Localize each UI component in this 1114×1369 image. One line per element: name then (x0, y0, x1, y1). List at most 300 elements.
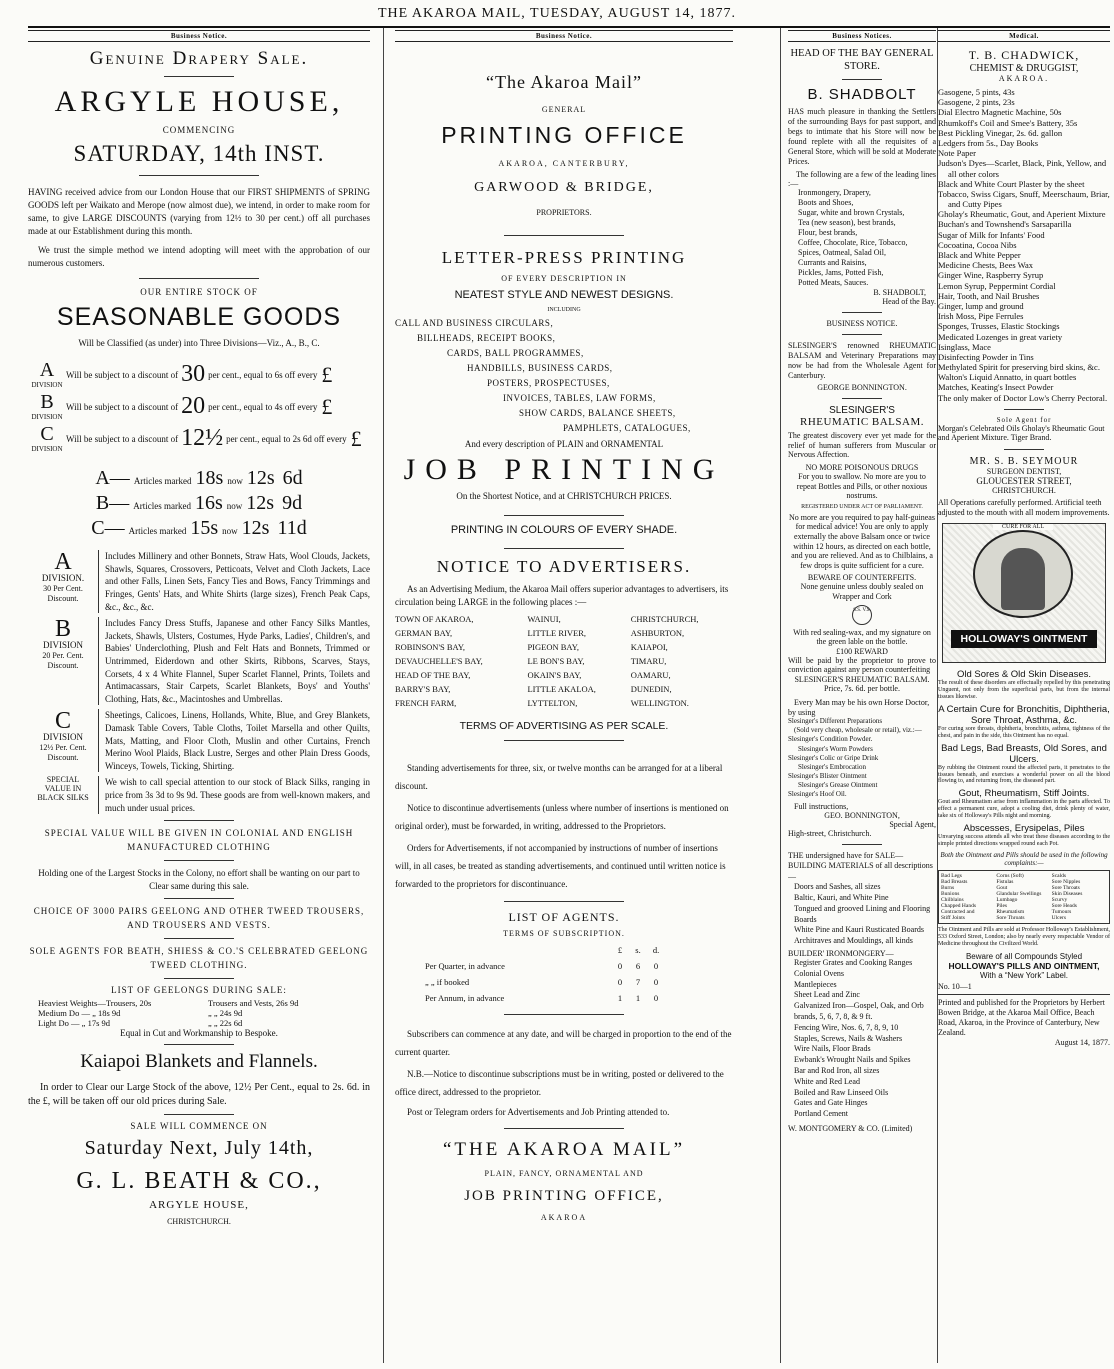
beware-note: Beware of all Compounds Styled (965, 951, 1083, 961)
list-item: Register Grates and Cooking Ranges (794, 958, 913, 968)
divider (842, 79, 882, 80)
seal-icon: S.S. V.S. (852, 605, 872, 625)
divider (938, 994, 1110, 995)
sub-pence: 0 (653, 961, 659, 972)
place-cell: BARRY'S BAY, (395, 684, 451, 695)
list-item: Gasogene, 2 pints, 23s (938, 97, 1015, 108)
shadbolt-lines (788, 188, 936, 288)
list-item: Slesinger's Blister Ointment (788, 771, 867, 780)
holloway-illustration (942, 523, 1106, 663)
special-label: VALUE IN (44, 784, 82, 794)
new-price: 12s (246, 467, 275, 490)
firm-house: ARGYLE HOUSE, (149, 1199, 249, 1212)
list-item: Bar and Rod Iron, all sizes (794, 1066, 880, 1076)
subscription-heading: TERMS OF SUBSCRIPTION. (503, 929, 625, 939)
sub-term: Per Annum, in advance (425, 993, 505, 1004)
old-price: 16s (194, 492, 223, 515)
agent-title: Special Agent, (889, 820, 936, 830)
list-item: Rhumkoff's Coil and Smee's Battery, 35s (938, 117, 1078, 128)
sole-agent-items: Morgan's Celebrated Oils Gholay's Rheumatic Gout and Aperient Mixture. Tiger Brand. (938, 423, 1105, 443)
list-item: Note Paper (938, 148, 977, 159)
divider (842, 844, 882, 845)
list-item: Buchan's and Townshend's Sarsaparilla (938, 219, 1072, 230)
table-row (425, 958, 665, 974)
job-printing-heading: JOB PRINTING (403, 453, 725, 486)
complaint-item: Lumbago (996, 896, 1018, 903)
article-label: Articles marked (133, 476, 192, 487)
chemist-name: T. B. CHADWICK, (968, 48, 1080, 62)
list-item: HANDBILLS, BUSINESS CARDS, (467, 363, 613, 373)
divider (139, 175, 259, 176)
articles-prices (28, 467, 370, 540)
office-location: AKAROA, CANTERBURY, (498, 159, 630, 168)
neatest-style: NEATEST STYLE AND NEWEST DESIGNS. (454, 289, 674, 301)
horse-doctor-text: Every Man may be his own Horse Doctor, by using (788, 698, 930, 717)
geelong-list (38, 998, 370, 1028)
list-item: Potted Meats, Sauces. (798, 278, 869, 288)
list-item: Sugar, white and brown Crystals, (798, 208, 905, 218)
general-label: GENERAL (541, 105, 587, 114)
division-discount: Discount. (47, 661, 79, 671)
sole-agent-label: Sole Agent for (996, 415, 1052, 424)
list-item: Slesinger's Condition Powder. (788, 735, 873, 744)
shortest-notice: On the Shortest Notice, and at CHRISTCHURCH PRICES. (456, 491, 672, 501)
balsam-heading: RHEUMATIC BALSAM. (799, 416, 924, 429)
complaint-item: Sore Throats (996, 915, 1025, 922)
list-item: Staples, Screws, Nails & Washers (794, 1033, 903, 1043)
proprietor-names: GARWOOD & BRIDGE, (474, 180, 654, 195)
pound-symbol: £ (321, 361, 333, 387)
article-label: Articles marked (128, 526, 187, 537)
divider (504, 515, 624, 516)
table-row (395, 696, 733, 710)
place-cell: FRENCH FARM, (395, 698, 457, 709)
complaint-item: Burns (941, 884, 955, 891)
list-agents-heading: LIST OF AGENTS. (508, 910, 620, 925)
montgomery-signature: W. MONTGOMERY & CO. (Limited) (788, 1124, 913, 1133)
intro-paragraph: We trust the simple method we intend adopting will meet with the approbation of our numerous customers. (28, 245, 370, 269)
complaint-item: Rheumatism (996, 909, 1025, 916)
new-price: 12s (246, 492, 275, 515)
dentist-city: CHRISTCHURCH. (992, 486, 1056, 495)
list-item: Ginger Wine, Raspberry Syrup (938, 270, 1044, 281)
complaint-item: Bad Breasts (941, 878, 968, 885)
place-cell: OKAIN'S BAY, (527, 670, 582, 681)
list-item: Matches, Keating's Insect Powder (938, 382, 1054, 393)
division-blocks (28, 550, 370, 814)
list-item: Sponges, Trusses, Elastic Stockings (938, 321, 1060, 332)
list-item: PAMPHLETS, CATALOGUES, (563, 423, 691, 433)
divider (164, 1044, 234, 1045)
column-header: d. (652, 945, 660, 956)
list-item: Disinfecting Powder in Tins (938, 351, 1034, 362)
issue-number: No. 10—1 (938, 981, 972, 991)
figure-icon (1001, 548, 1045, 610)
division-label (28, 424, 66, 453)
list-item: Ginger, lump and ground (938, 300, 1024, 311)
list-item: Spices, Oatmeal, Salad Oil, (798, 248, 886, 258)
dentist-name: MR. S. B. SEYMOUR (969, 456, 1079, 467)
geelong-price: „ „ 24s 9d (208, 1008, 243, 1019)
imprint-date: August 14, 1877. (1054, 1037, 1110, 1047)
division-block (28, 709, 370, 772)
column-header: s. (635, 945, 641, 956)
discount-text: per cent., equal to 4s off every (208, 401, 318, 412)
slesinger-heading: SLESINGER'S (829, 405, 895, 417)
seasonable-goods-heading: SEASONABLE GOODS (56, 303, 342, 332)
every-description: OF EVERY DESCRIPTION IN (501, 274, 627, 283)
list-item: White and Red Lead (794, 1076, 860, 1086)
slesinger-text: SLESINGER'S renowned RHEUMATIC BALSAM and Veterinary Preparations may now be had from the Wholesale Agent for Canterbury. (788, 341, 936, 381)
abscess-heading: Abscesses, Erysipelas, Piles (963, 822, 1085, 834)
list-item: Doors and Sashes, all sizes (794, 882, 881, 892)
list-item: Gasogene, 5 pints, 43s (938, 87, 1015, 97)
geelong-price: Trousers and Vests, 26s 9d (208, 998, 299, 1009)
sub-pence: 0 (653, 993, 659, 1004)
bespoke-note: Equal in Cut and Workmanship to Bespoke. (120, 1028, 278, 1039)
discount-percent: 20 (181, 393, 206, 420)
divider (164, 860, 234, 861)
division-word: DIVISION (43, 640, 83, 651)
list-item: Lemon Syrup, Peppermint Cordial (938, 280, 1056, 291)
holloway-motto: CURE FOR ALL (993, 524, 1053, 530)
column-divider (780, 28, 781, 1363)
pills-heading: HOLLOWAY'S PILLS AND OINTMENT, (948, 960, 1100, 971)
list-item: SHOW CARDS, BALANCE SHEETS, (519, 408, 676, 418)
column-business-notices (788, 30, 936, 1360)
firm-name: G. L. BEATH & CO., (76, 1168, 322, 1195)
division-word: DIVISION (31, 413, 63, 422)
entire-stock-label: OUR ENTIRE STOCK OF (140, 287, 258, 298)
top-rule (28, 26, 1110, 28)
list-item: BILLHEADS, RECEIPT BOOKS, (417, 333, 556, 343)
complaints-table (938, 870, 1110, 924)
article-price-row (28, 492, 370, 515)
subscription-note: Subscribers can commence at any date, and will be charged in proportion to the end of the current quarter. (395, 1029, 732, 1058)
division-letter: B (54, 616, 71, 643)
division-block (28, 776, 370, 814)
sealing-wax-note: With red sealing-wax, and my signature on the green lable on the bottle. (793, 627, 931, 647)
complaint-item: Bad Legs (941, 872, 962, 879)
division-rate: 20 Per. Cent. (42, 651, 84, 661)
discount-text: Will be subject to a discount of (66, 401, 179, 412)
complaint-item: Chapped Hands (941, 903, 976, 909)
circulation-places-table (395, 612, 733, 710)
list-item: Tea (new season), best brands, (798, 218, 896, 228)
place-cell: LE BON'S BAY, (527, 656, 585, 667)
article-label: Articles marked (133, 501, 191, 512)
old-sores-text: The result of these disorders are effectually repelled by this penetrating Unguent, not only from the superficial parts, but from the internal tissues likewise. (938, 680, 1110, 700)
list-item: Dial Electro Magnetic Machine, 50s (938, 107, 1062, 118)
agent-address: High-street, Christchurch. (788, 829, 872, 839)
bronchitis-text: For curing sore throats, diphtheria, bronchitis, asthma, tightness of the chest, and pain in the side, this Ointment has no equal. (938, 725, 1110, 739)
old-sores-heading: Old Sores & Old Skin Diseases. (956, 669, 1092, 681)
list-item: CARDS, BALL PROGRAMMES, (447, 348, 584, 358)
complaint-item: Fistulas (996, 878, 1014, 885)
discount-text: per cent., equal to 2s 6d off every (226, 433, 347, 444)
list-item: Isinglass, Mace (938, 341, 991, 352)
complaint-item: Sore Heads (1051, 903, 1077, 909)
list-item: Coffee, Chocolate, Rice, Tobacco, (798, 238, 908, 248)
section-header: Business Notice. (28, 30, 370, 42)
reward-heading: £100 REWARD (836, 646, 888, 656)
printing-services-list (395, 318, 733, 433)
pound-symbol: £ (321, 393, 333, 419)
list-item: Slesinger's Worm Powders (798, 744, 873, 753)
discount-percent: 12½ (181, 425, 224, 452)
reward-text: Will be paid by the proprietor to prove to conviction against any person counterfeiting (788, 655, 936, 675)
list-item: Boiled and Raw Linseed Oils (794, 1087, 889, 1097)
table-row (395, 626, 733, 640)
proprietors-label: PROPRIETORS. (536, 208, 592, 217)
half-guineas-text: No more are you required to pay half-guineas for medical advice! You are only to apply externally the above Balsam once or twice within 12 hours, as directed on each bottle, and you are relieved. And as to Chilblains, a few drops is quite sufficient for a cure. (789, 512, 935, 570)
divider (164, 1114, 234, 1115)
column-header: £ (617, 945, 623, 956)
list-item: Boots and Shoes, (798, 198, 854, 208)
list-item: INVOICES, TABLES, LAW FORMS, (503, 393, 656, 403)
sub-pounds: 0 (617, 961, 623, 972)
bronchitis-heading: A Certain Cure for Bronchitis, Diphtheria, Sore Throat, Asthma, &c. (938, 703, 1110, 726)
chemist-title: CHEMIST & DRUGGIST, (969, 63, 1079, 74)
store-heading: HEAD OF THE BAY GENERAL STORE. (790, 48, 934, 72)
place-cell: WELLINGTON. (630, 698, 689, 709)
division-letter: B (40, 391, 54, 414)
registered-note: REGISTERED UNDER ACT OF PARLIAMENT. (801, 503, 923, 510)
division-word: DIVISION (31, 445, 63, 454)
shadbolt-text: HAS much pleasure in thanking the Settlers of the surrounding Bays for past support, and begs to intimate that his Store will now be found replete with all the requisites of a General Store, which will be sold at Moderate Prices. (788, 107, 936, 167)
list-item (38, 1008, 370, 1018)
division-word: DIVISION (31, 381, 63, 390)
terms-paragraph: Notice to discontinue advertisements (unless where number of insertions is mentioned on original order), must be forwarded, in writing, addressed to the Proprietors. (395, 803, 729, 832)
list-item: Tobacco, Swiss Cigars, Snuff, Meerschaum, Briar, and Cutty Pipes (938, 188, 1110, 210)
list-item: White Pine and Kauri Rusticated Boards (794, 925, 924, 935)
list-item: Medicine Chests, Bees Wax (938, 260, 1034, 271)
division-rate: 12½ Per. Cent. (39, 743, 87, 753)
divider (1004, 409, 1044, 410)
division-items: Includes Millinery and other Bonnets, Straw Hats, Wool Clouds, Jackets, Shawls, Squares, Crossovers, Petticoats, Velvet and Cloth Jackets, Lace and other Falls, Linen Sets, Fancy Ties and Bows, Fancy Trimmings and Fringes, Gents' Hats, and White Shirts (large sizes), French Peak Caps, &c., &c., &c. (98, 550, 370, 613)
divider (504, 901, 624, 902)
list-item (38, 1018, 370, 1028)
place-cell: PIGEON BAY, (527, 642, 579, 653)
list-item: Flour, best brands, (798, 228, 858, 238)
complaint-item: Sore Throats (1051, 884, 1080, 891)
list-item: Ironmongery, Drapery, (798, 188, 871, 198)
division-items: We wish to call special attention to our stock of Black Silks, ranging in price from 3s 3d to 9s 9d. These goods are from well-known makers, and much under usual prices. (98, 776, 370, 814)
complaint-item: Tumours (1051, 909, 1072, 916)
list-item: Currants and Raisins, (798, 258, 867, 268)
division-word: DIVISION. (41, 573, 85, 584)
table-row (395, 668, 733, 682)
sale-commence-date: Saturday Next, July 14th, (84, 1137, 314, 1160)
pound-symbol: £ (350, 425, 362, 451)
list-item: CALL AND BUSINESS CIRCULARS, (395, 318, 554, 328)
list-item: Irish Moss, Pipe Ferrules (938, 311, 1024, 322)
sub-shillings: 6 (635, 961, 641, 972)
column-divider (383, 28, 384, 1363)
store-name: ARGYLE HOUSE, (54, 85, 344, 118)
list-item: The only maker of Doctor Low's Cherry Pectoral. (938, 392, 1108, 403)
list-item: Slesinger's Embrocation (798, 762, 866, 771)
table-header-row (425, 942, 665, 958)
complaint-item: Contracted and (941, 909, 975, 916)
list-item: Medicated Lozenges in great variety (938, 331, 1063, 342)
new-price: 12s (241, 517, 270, 540)
sold-note: The Ointment and Pills are sold at Professor Holloway's Establishment, 533 Oxford Street, London; also by nearly every respectable Vendor of Medicine throughout the Civilized World. (938, 927, 1110, 947)
masthead: THE AKAROA MAIL, TUESDAY, AUGUST 14, 1877. (377, 6, 737, 21)
article-price-row (28, 467, 370, 490)
divider (164, 938, 234, 939)
leading-lines-intro: The following are a few of the leading lines :— (788, 170, 936, 189)
complaint-item: Corns (Soft) (996, 872, 1024, 879)
column-medical (938, 30, 1110, 1360)
ironmongery-heading: BUILDER' IRONMONGERY— (788, 949, 894, 959)
geelong-price: „ „ 22s 6d (208, 1018, 243, 1029)
complaint-item: Bunions (941, 890, 960, 897)
list-item: Judson's Dyes—Scarlet, Black, Pink, Yellow, and all other colors (938, 158, 1107, 179)
division-letter: A (54, 549, 72, 576)
list-item: Fencing Wire, Nos. 6, 7, 8, 9, 10 (794, 1022, 899, 1032)
dentist-ops: All Operations carefully performed. Artificial teeth adjusted to the mouth with all modern improvements. (938, 498, 1110, 517)
list-item: Sugar of Milk for Infants' Food (938, 229, 1045, 240)
akaroa-footer: AKAROA (540, 1212, 588, 1222)
divider (164, 820, 234, 821)
place-cell: ROBINSON'S BAY, (395, 642, 466, 653)
job-printing-office: JOB PRINTING OFFICE, (464, 1187, 664, 1204)
sale-date: SATURDAY, 14th INST. (73, 141, 325, 166)
list-item: Hair, Tooth, and Nail Brushes (938, 290, 1040, 301)
discount-row (28, 392, 370, 421)
letterpress-heading: LETTER-PRESS PRINTING (441, 248, 687, 267)
choice-note: CHOICE OF 3000 PAIRS GEELONG AND OTHER TWEED TROUSERS, AND TROUSERS AND VESTS. (33, 906, 365, 930)
complaint-item: Scalds (1051, 872, 1067, 879)
section-header: Medical. (938, 30, 1110, 42)
geelong-title: LIST OF GEELONGS DURING SALE: (111, 985, 287, 996)
list-item: Best Pickling Vinegar, 2s. 6d. gallon (938, 127, 1063, 138)
sub-pounds: 0 (617, 977, 623, 988)
discount-row (28, 424, 370, 453)
list-item: Baltic, Kauri, and White Pine (794, 893, 889, 903)
slesinger-products (788, 717, 936, 799)
complaint-item: Scurvy (1051, 896, 1068, 903)
table-row (395, 654, 733, 668)
place-cell: LITTLE RIVER, (527, 628, 586, 639)
chemist-town: AKAROA. (998, 74, 1050, 83)
subscription-note: Post or Telegram orders for Advertisements and Job Printing attended to. (407, 1107, 670, 1118)
discount-row (28, 360, 370, 389)
divider (504, 1128, 624, 1129)
section-header: Business Notice. (395, 30, 733, 42)
divider (164, 76, 234, 77)
now-label: now (226, 501, 243, 512)
no-poison-heading: NO MORE POISONOUS DRUGS (805, 462, 919, 472)
division-block-label (28, 776, 98, 814)
divider (504, 235, 624, 236)
list-item: Slesinger's Hoof Oil. (788, 790, 847, 798)
article-letter: C— (91, 517, 125, 540)
now-label: now (227, 476, 243, 487)
subscription-note: N.B.—Notice to discontinue subscriptions must be in writing, posted or delivered to the office direct, addressed to the proprietor. (395, 1069, 724, 1098)
special-label: SPECIAL (46, 775, 80, 785)
list-item: Pickles, Jams, Potted Fish, (798, 268, 884, 278)
building-sale-intro: THE undersigned have for SALE— (788, 851, 904, 861)
sealed-note: None genuine unless doubly sealed on Wrapper and Cork (800, 582, 924, 601)
place-cell: CHRISTCHURCH, (630, 614, 699, 625)
discount-percent: 30 (181, 361, 206, 388)
including-label: INCLUDING (547, 307, 581, 313)
place-cell: GERMAN BAY, (395, 628, 453, 639)
shadbolt-heading: B. SHADBOLT (807, 86, 917, 104)
sub-shillings: 1 (635, 993, 641, 1004)
special-value-note: SPECIAL VALUE WILL BE GIVEN IN COLONIAL AND ENGLISH MANUFACTURED CLOTHING (44, 828, 354, 852)
divider (842, 398, 882, 399)
terms-paragraph: Standing advertisements for three, six, or twelve months can be arranged for at a liberal discount. (395, 763, 723, 792)
printing-office-heading: PRINTING OFFICE (441, 122, 687, 148)
terms-paragraph: Orders for Advertisements, if not accompanied by instructions of number of insertions will, in all cases, be treated as standing advertisements, and continued until written notice is forwarded to the proprietors for discontinuance. (395, 843, 726, 890)
discount-divisions (28, 360, 370, 453)
imprint: Printed and published for the Proprietors by Herbert Bowen Bridge, at the Akaroa Mail Office, Beach Road, Akaroa, in the Province of Canterbury, New Zealand. (938, 997, 1105, 1037)
sub-pounds: 1 (617, 993, 623, 1004)
list-item: Sheet Lead and Zinc (794, 990, 860, 1000)
list-item (38, 998, 370, 1008)
complaint-item: Ulcers (1051, 915, 1067, 922)
divider (139, 278, 259, 279)
table-row (395, 612, 733, 626)
discount-text: Will be subject to a discount of (66, 369, 179, 380)
divider (1004, 449, 1044, 450)
list-item: Slesinger's Different Preparations (788, 717, 883, 726)
special-label: BLACK SILKS (37, 792, 89, 802)
chemist-items (938, 87, 1110, 403)
divider (164, 978, 234, 979)
division-block-label (28, 550, 98, 613)
agent-name: GEO. BONNINGTON, (824, 811, 900, 821)
paper-name: “The Akaroa Mail” (486, 72, 642, 92)
place-cell: KAIAPOI, (630, 642, 668, 653)
section-header: Business Notices. (788, 30, 936, 42)
complaint-item: Glandular Swellings (996, 890, 1042, 897)
list-item: Methylated Spirit for preserving bird skins, &c. (938, 362, 1100, 373)
abscess-text: Unvarying success attends all who treat these diseases according to the simple printed directions wrapped round each Pot. (938, 833, 1110, 847)
list-item: Gates and Gate Hinges (794, 1098, 868, 1108)
holding-note: Holding one of the Largest Stocks in the Colony, no effort shall be wanting on our part to Clear same during this sale. (38, 868, 360, 891)
list-item: Gholay's Rheumatic, Gout, and Aperient Mixture (938, 209, 1106, 220)
place-cell: DUNEDIN, (630, 684, 672, 695)
table-row (425, 990, 665, 1006)
bad-legs-heading: Bad Legs, Bad Breasts, Old Sores, and Ulcers. (941, 742, 1107, 765)
list-item: Galvanized Iron—Gospel, Oak, and Orb brands, 5, 6, 7, 8, & 9 ft. (794, 1001, 924, 1022)
gout-heading: Gout, Rheumatism, Stiff Joints. (958, 788, 1090, 800)
column-argyle-house (28, 30, 370, 1360)
place-cell: LITTLE AKALOA, (527, 684, 596, 695)
kaiapoi-text: In order to Clear our Large Stock of the above, 12½ Per Cent., equal to 2s. 6d. in the £, will be taken off our old prices during Sale. (28, 1082, 370, 1107)
old-price: 15s (190, 517, 219, 540)
old-price: 18s (195, 467, 224, 490)
sub-shillings: 7 (635, 977, 641, 988)
list-item: Wire Nails, Floor Brads (794, 1044, 871, 1054)
geelong-weight: Heaviest Weights—Trousers, 20s (38, 998, 152, 1009)
list-item: Cocoatina, Cocoa Nibs (938, 239, 1017, 250)
list-item: Black and White Pepper (938, 250, 1021, 260)
complaint-item: Gout (996, 884, 1008, 891)
plain-ornamental: And every description of PLAIN and ORNAMENTAL (464, 439, 664, 449)
division-rate: 30 Per Cent. (43, 584, 83, 594)
division-label (28, 360, 66, 389)
column-akaroa-mail (395, 30, 733, 1360)
list-item: Slesinger's Colic or Gripe Drink (788, 753, 879, 762)
place-cell: WAINUI, (527, 614, 561, 625)
divider (504, 1014, 624, 1015)
price-line: SLESINGER'S RHEUMATIC BALSAM. Price, 7s. 6d. per bottle. (794, 674, 930, 694)
